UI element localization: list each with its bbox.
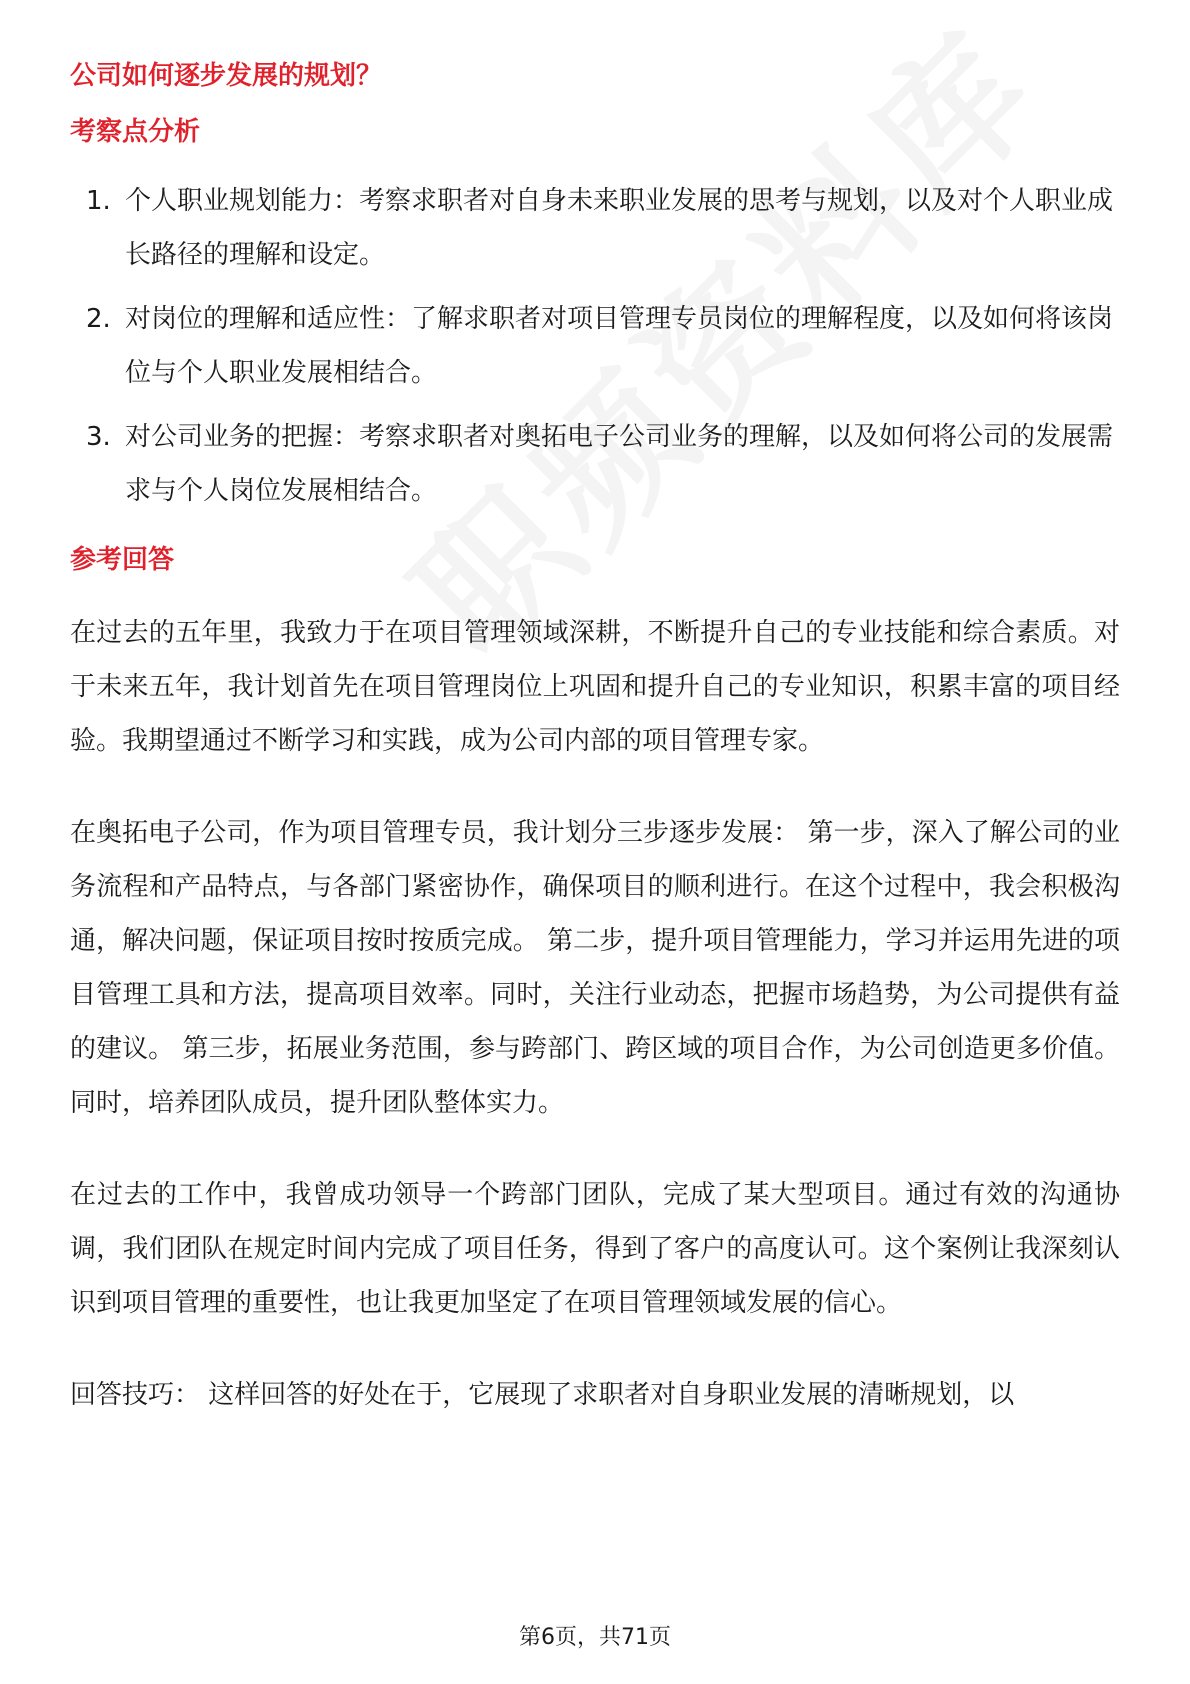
answer-paragraph-3: 在过去的工作中，我曾成功领导一个跨部门团队，完成了某大型项目。通过有效的沟通协调，我们团队在规定时间内完成了项目任务，得到了客户的高度认可。这个案例让我深刻认识到项目管理的重要性，也让我更加坚定了在项目管理领域发展的信心。 (70, 1180, 1120, 1318)
page-number: 第6页，共71页 (519, 1625, 671, 1650)
point-number: 3. (86, 422, 111, 452)
answer-paragraph-1: 在过去的五年里，我致力于在项目管理领域深耕，不断提升自己的专业技能和综合素质。对于未来五年，我计划首先在项目管理岗位上巩固和提升自己的专业知识，积累丰富的项目经验。我期望通过不断学习和实践，成为公司内部的项目管理专家。 (70, 618, 1120, 756)
point-number: 1. (86, 186, 111, 216)
answer-tips: 回答技巧： 这样回答的好处在于，它展现了求职者对自身职业发展的清晰规划，以 (70, 1380, 1015, 1410)
point-text: 对公司业务的把握：考察求职者对奥拓电子公司业务的理解，以及如何将公司的发展需求与个人岗位发展相结合。 (125, 422, 1114, 506)
analysis-point-3 (70, 410, 1120, 518)
point-text: 个人职业规划能力：考察求职者对自身未来职业发展的思考与规划，以及对个人职业成长路径的理解和设定。 (125, 186, 1114, 270)
point-text: 对岗位的理解和适应性：了解求职者对项目管理专员岗位的理解程度，以及如何将该岗位与个人职业发展相结合。 (125, 304, 1114, 388)
analysis-point-1 (70, 174, 1120, 282)
analysis-point-2 (70, 292, 1120, 400)
question-title: 公司如何逐步发展的规划？ (70, 61, 383, 91)
point-number: 2. (86, 304, 111, 334)
analysis-heading: 考察点分析 (70, 117, 201, 147)
analysis-list (70, 174, 1120, 518)
answer-paragraph-2: 在奥拓电子公司，作为项目管理专员，我计划分三步逐步发展： 第一步，深入了解公司的业务流程和产品特点，与各部门紧密协作，确保项目的顺利进行。在这个过程中，我会积极沟通，解决问题，保证项目按时按质完成。 第二步，提升项目管理能力，学习并运用先进的项目管理工具和方法，提高项目效率。同时，关注行业动态，把握市场趋势，为公司提供有益的建议。 第三步，拓展业务范围，参与跨部门、跨区域的项目合作，为公司创造更多价值。同时，培养团队成员，提升团队整体实力。 (70, 818, 1120, 1118)
document-page (70, 52, 1120, 1422)
answer-heading: 参考回答 (70, 545, 175, 575)
